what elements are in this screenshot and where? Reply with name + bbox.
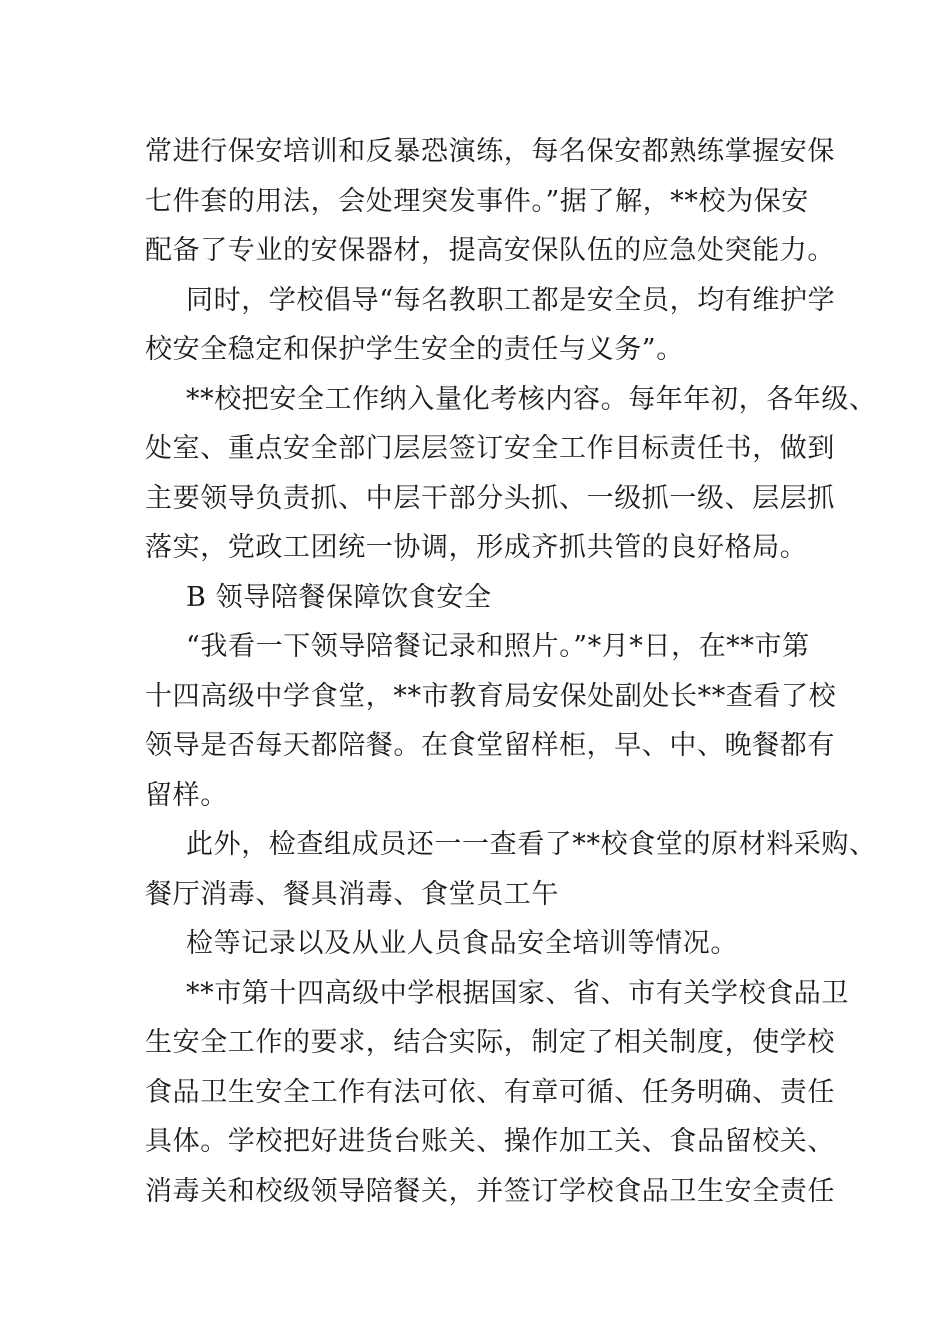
text-line: “我看一下领导陪餐记录和照片。”*月*日，在**市第 [186,631,810,662]
text-line: 领导是否每天都陪餐。在食堂留样柜，早、中、晚餐都有 [145,730,835,761]
text-line: 餐厅消毒、餐具消毒、食堂员工午 [145,878,559,910]
document-body [145,127,877,1216]
text-line: 生安全工作的要求，结合实际，制定了相关制度，使学校 [145,1027,835,1058]
text-line: 校安全稳定和保护学生安全的责任与义务”。 [145,334,684,365]
text-line: 留样。 [145,779,228,811]
text-line: 处室、重点安全部门层层签订安全工作目标责任书，做到 [145,433,835,464]
text-line: 主要领导负责抓、中层干部分头抓、一级抓一级、层层抓 [145,482,835,514]
text-line: 食品卫生安全工作有法可依、有章可循、任务明确、责任 [145,1076,835,1108]
text-line: 配备了专业的安保器材，提高安保队伍的应急处突能力。 [145,235,835,266]
text-line: **校把安全工作纳入量化考核内容。每年年初，各年级、 [186,383,877,415]
text-line: 此外，检查组成员还一一查看了**校食堂的原材料采购、 [186,829,877,860]
text-line: 具体。学校把好进货台账关、操作加工关、食品留校关、 [145,1126,835,1157]
text-line: 落实，党政工团统一协调，形成齐抓共管的良好格局。 [145,532,808,563]
text-line: 十四高级中学食堂，**市教育局安保处副处长**查看了校 [145,680,837,712]
text-line: 消毒关和校级领导陪餐关，并签订学校食品卫生安全责任 [145,1175,835,1207]
text-line: **市第十四高级中学根据国家、省、市有关学校食品卫 [186,977,849,1009]
text-line: 七件套的用法，会处理突发事件。”据了解，**校为保安 [145,185,809,217]
text-line: 检等记录以及从业人员食品安全培训等情况。 [186,928,738,959]
text-line: 同时，学校倡导“每名教职工都是安全员，均有维护学 [186,284,836,316]
text-line: B 领导陪餐保障饮食安全 [186,581,492,613]
text-line: 常进行保安培训和反暴恐演练，每名保安都熟练掌握安保 [145,136,835,167]
